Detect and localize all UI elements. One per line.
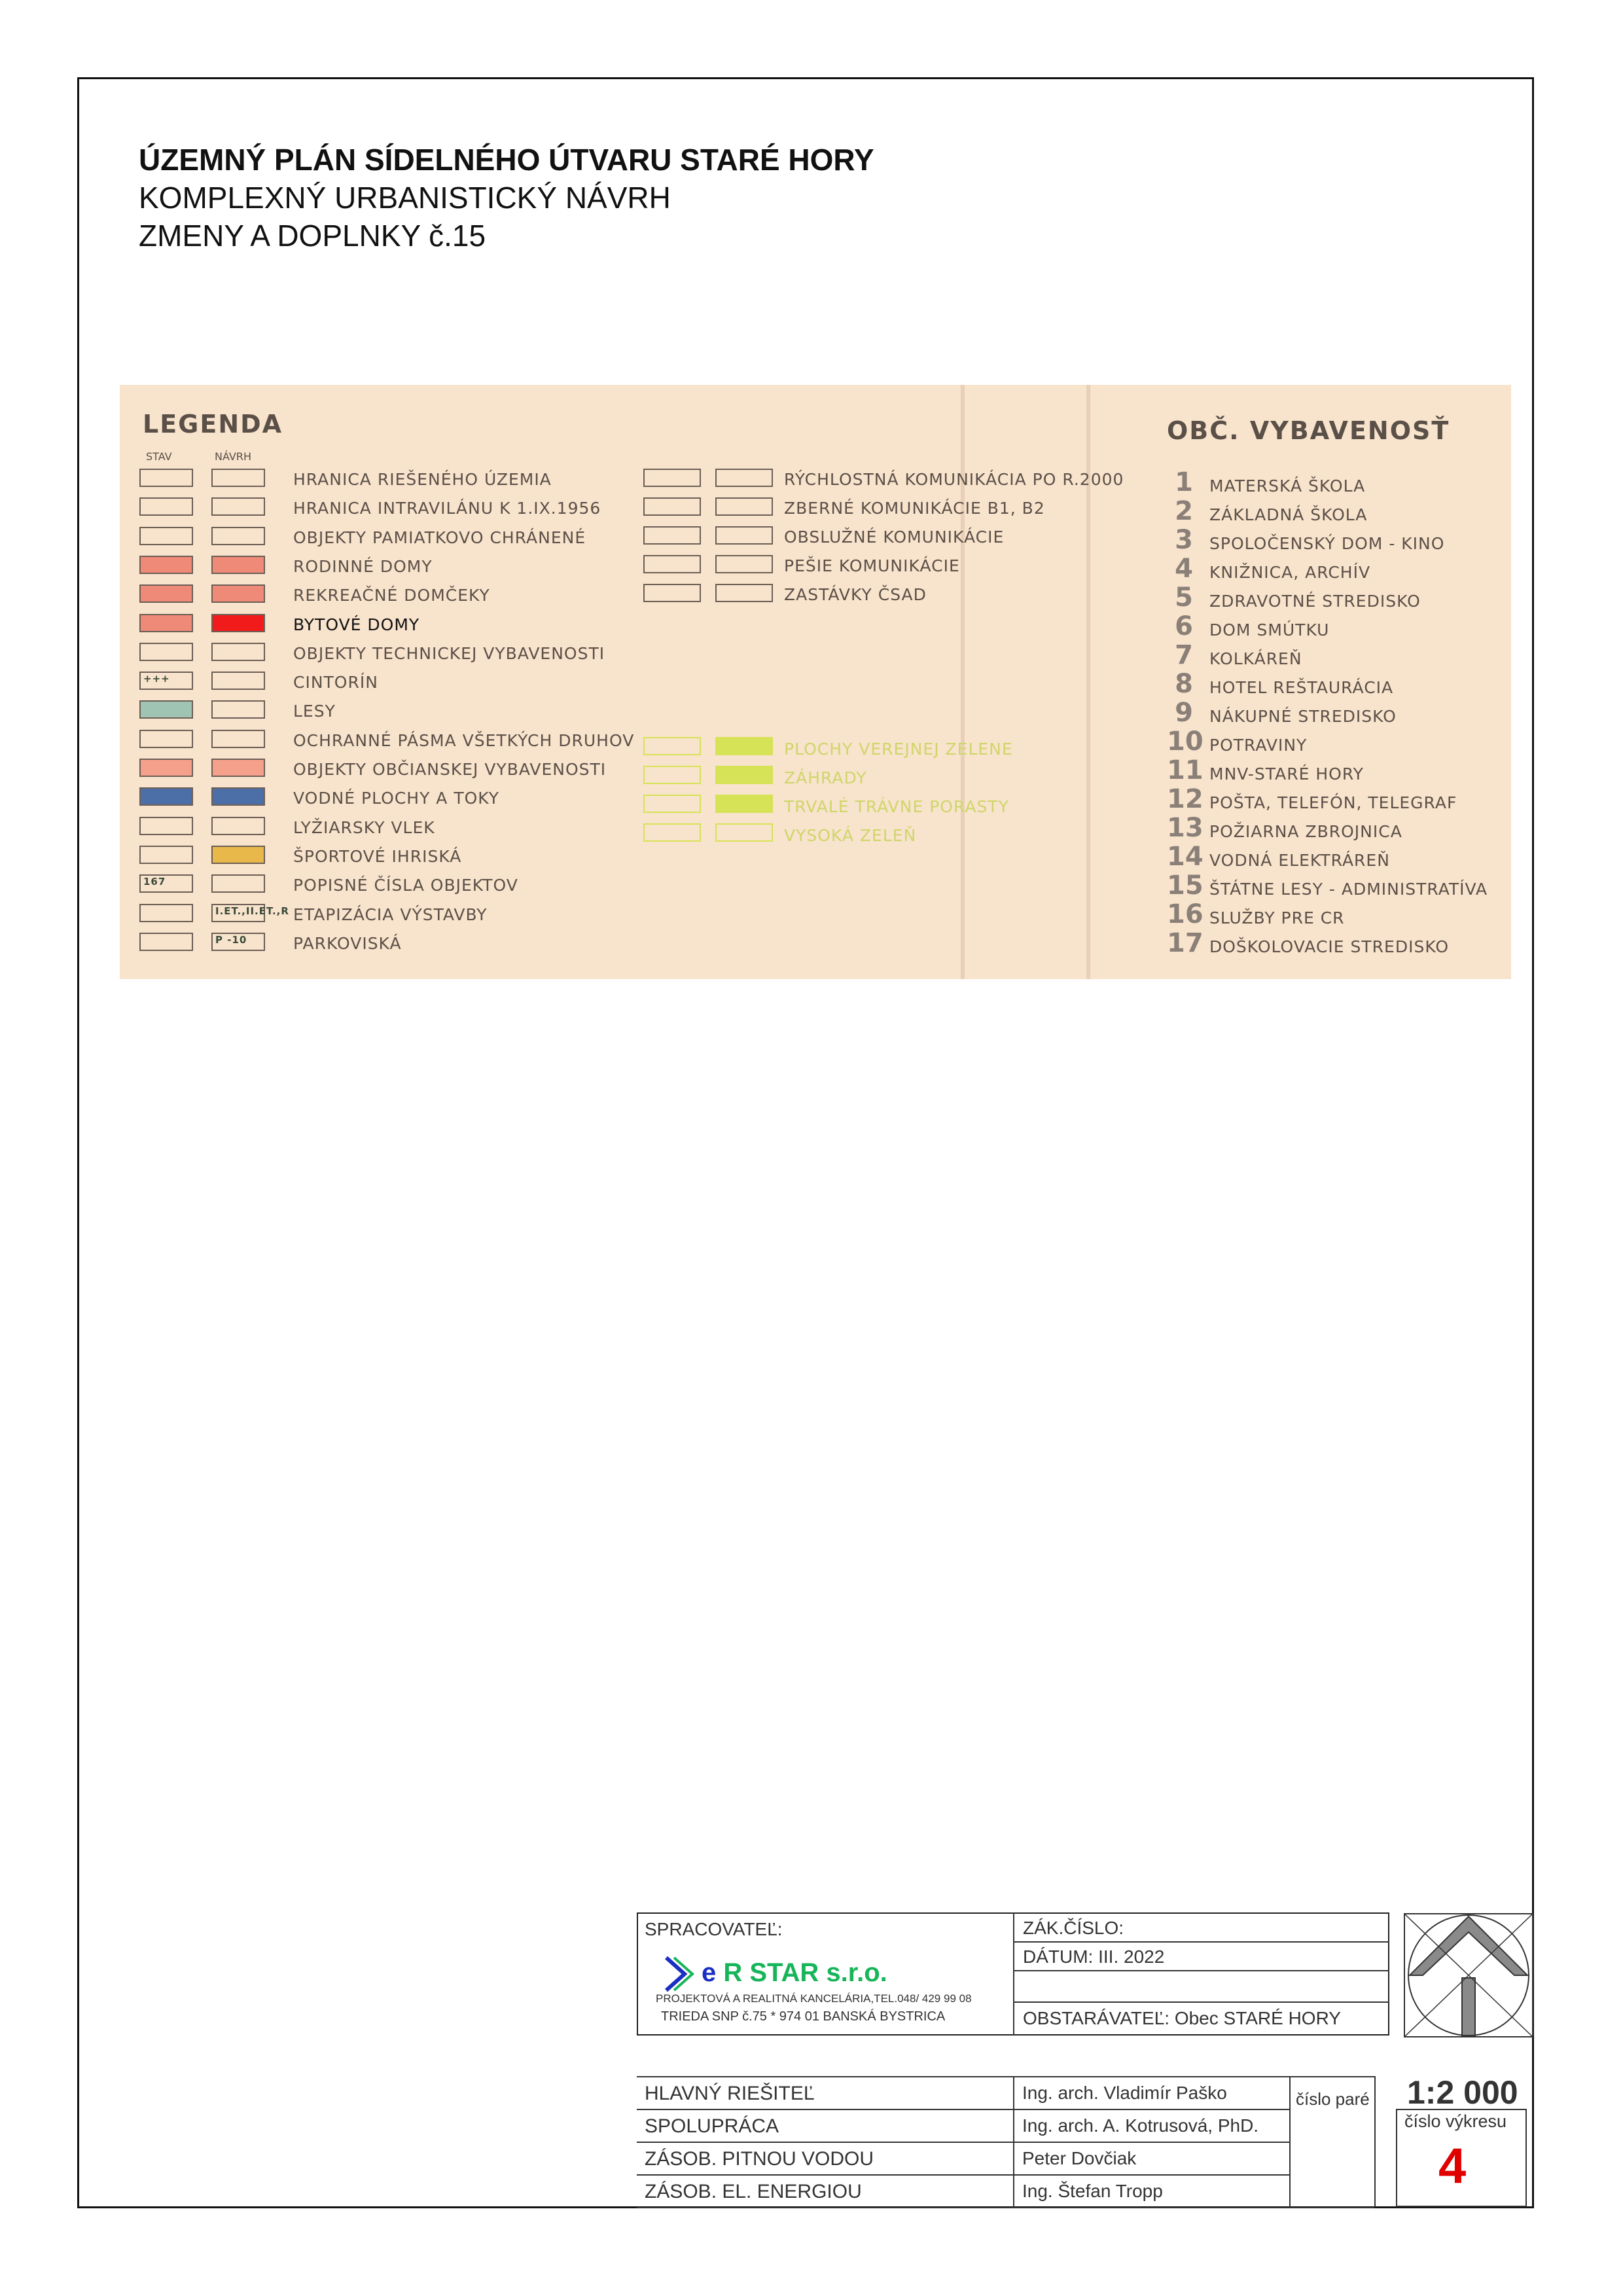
legend-row [139,643,663,664]
legend-symbol-navrh [715,497,773,516]
row-divider [637,2109,1289,2110]
legend-label: OBJEKTY OBČIANSKEJ VYBAVENOSTI [293,760,607,779]
legend-label: PEŠIE KOMUNIKÁCIE [784,556,960,575]
legend-symbol-navrh [211,846,265,864]
legend-label: TRVALÉ TRÁVNE PORASTY [784,797,1009,816]
legend-symbol-navrh [211,730,265,748]
legend-row [643,766,1232,787]
amenity-number: 3 [1175,525,1193,555]
row-divider [637,2174,1289,2176]
legend-row [643,795,1232,816]
legend-label: HRANICA INTRAVILÁNU K 1.IX.1956 [293,499,601,518]
amenity-item [1167,496,1507,526]
document-subtitle-2: ZMENY A DOPLNKY č.15 [139,219,486,253]
amenity-number: 12 [1167,784,1204,814]
column-divider [1013,2076,1014,2207]
legend-row [139,700,663,721]
legend-label: REKREAČNÉ DOMČEKY [293,586,490,605]
legend-symbol-navrh [715,584,773,602]
row-divider [637,2142,1289,2143]
legend-symbol-stav [139,469,193,487]
legend-symbol-stav [643,497,701,516]
legend-symbol-stav [643,526,701,545]
amenity-item [1167,525,1507,555]
legend-row [139,672,663,692]
amenity-item [1167,669,1507,699]
chevron-logo-icon [661,1954,702,1994]
legend-row [643,823,1232,844]
amenity-number: 10 [1167,726,1204,757]
amenity-label: POŽIARNA ZBROJNICA [1209,822,1402,841]
company-logo [661,1954,702,1998]
legend-row [139,787,663,808]
legend-label: CINTORÍN [293,673,378,692]
amenity-item [1167,784,1507,814]
legend-label: OBSLUŽNÉ KOMUNIKÁCIE [784,528,1005,547]
legend-symbol-text: I.ET.,II.ET.,R [215,905,289,917]
legend-title: LEGENDA [143,410,283,439]
amenity-item [1167,585,1507,611]
legend-row [643,555,1232,576]
legend-label: PARKOVISKÁ [293,933,402,953]
legend-label: ZBERNÉ KOMUNIKÁCIE B1, B2 [784,499,1045,518]
legend-symbol-stav [139,497,193,516]
legend-label: PLOCHY VEREJNEJ ZELENE [784,740,1013,759]
legend-symbol-navrh [211,614,265,632]
amenity-item [1167,700,1507,726]
legend-label: OBJEKTY TECHNICKEJ VYBAVENOSTI [293,643,605,663]
amenity-number: 17 [1167,928,1204,958]
obstaravatel-label: OBSTARÁVATEĽ: Obec STARÉ HORY [1023,2008,1341,2028]
scale: 1:2 000 [1407,2074,1518,2111]
zak-cislo-label: ZÁK.ČÍSLO: [1023,1918,1124,1938]
legend-symbol-navrh [211,497,265,516]
legend-label: ETAPIZÁCIA VÝSTAVBY [293,905,488,924]
amenity-label: ZDRAVOTNÉ STREDISKO [1209,592,1421,611]
amenity-item [1167,755,1507,785]
datum-label: DÁTUM: III. 2022 [1023,1946,1165,1967]
legend-symbol-navrh [211,787,265,806]
amenity-item [1167,899,1507,929]
legend-symbol-navrh [211,584,265,603]
legend-symbol-navrh [211,556,265,574]
legend-row [643,497,1232,518]
drawing-number-label: číslo výkresu [1404,2111,1507,2131]
amenities-title: OBČ. VYBAVENOSŤ [1167,416,1450,445]
amenity-item [1167,640,1507,670]
legend-symbol-stav [139,759,193,777]
amenity-item [1167,813,1507,843]
legend-row [643,584,1232,605]
legend-symbol-navrh [211,672,265,690]
amenity-label: DOM SMÚTKU [1209,620,1330,639]
legend-symbol-navrh [715,795,773,813]
cislo-pare-label: číslo paré [1296,2089,1370,2109]
amenity-item [1167,726,1507,757]
legend-label: RÝCHLOSTNÁ KOMUNIKÁCIA PO R.2000 [784,470,1124,489]
amenity-label: SLUŽBY PRE CR [1209,908,1345,927]
team-role: ZÁSOB. EL. ENERGIOU [645,2181,862,2202]
legend-label: RODINNÉ DOMY [293,556,433,576]
amenity-number: 8 [1175,669,1193,699]
legend-label: LYŽIARSKY VLEK [293,817,435,837]
legend-label: VODNÉ PLOCHY A TOKY [293,789,500,808]
legend-symbol-stav [139,527,193,545]
legend-symbol-stav [139,933,193,951]
amenity-number: 5 [1175,583,1193,613]
amenity-label: POŠTA, TELEFÓN, TELEGRAF [1209,793,1457,812]
legend-label: LESY [293,702,336,721]
team-role: SPOLUPRÁCA [645,2115,779,2137]
legend-label: BYTOVÉ DOMY [293,615,420,634]
amenity-item [1167,611,1507,641]
team-name: Ing. Štefan Tropp [1022,2181,1163,2201]
amenity-label: VODNÁ ELEKTRÁREŇ [1209,851,1390,870]
document-title: ÚZEMNÝ PLÁN SÍDELNÉHO ÚTVARU STARÉ HORY [139,143,874,177]
company-line-1: PROJEKTOVÁ A REALITNÁ KANCELÁRIA,TEL.048/ 429 99 08 [656,1992,972,2005]
legend-row [139,874,663,895]
document-header [139,141,874,255]
legend-symbol-navrh [715,823,773,842]
legend-symbol-navrh [715,555,773,573]
amenity-item [1167,928,1507,958]
legend-symbol-text: +++ [143,673,170,685]
row-divider [637,2207,1289,2208]
legend-symbol-stav [139,904,193,922]
legend-row [139,817,663,838]
legend-symbol-navrh [211,527,265,545]
document-subtitle-1: KOMPLEXNÝ URBANISTICKÝ NÁVRH [139,181,671,215]
legend-symbol-stav [139,584,193,603]
amenity-number: 7 [1175,640,1193,670]
legend-symbol-navrh [211,874,265,893]
legend-symbol-stav [139,700,193,719]
row-divider [637,2076,1289,2077]
legend-symbol-text: 167 [143,876,166,888]
legend-symbol-stav [139,730,193,748]
column-stav: STAV [146,450,172,463]
amenity-number: 2 [1175,496,1193,526]
legend-label: ŠPORTOVÉ IHRISKÁ [293,846,462,866]
legend-label: POPISNÉ ČÍSLA OBJEKTOV [293,876,518,895]
legend-symbol-stav [139,643,193,661]
team-name: Peter Dovčiak [1022,2148,1137,2168]
amenity-item [1167,556,1507,583]
legend-row [139,730,663,751]
company-line-2: TRIEDA SNP č.75 * 974 01 BANSKÁ BYSTRICA [661,2009,946,2024]
amenity-number: 1 [1175,467,1193,497]
legend-row [139,614,663,635]
amenity-label: KOLKÁREŇ [1209,649,1302,668]
amenity-label: SPOLOČENSKÝ DOM - KINO [1209,534,1445,553]
legend-symbol-navrh [715,469,773,487]
amenity-number: 13 [1167,813,1204,843]
legend-symbol-navrh [715,737,773,755]
legend-label: OBJEKTY PAMIATKOVO CHRÁNENÉ [293,528,586,547]
legend-symbol-stav [643,555,701,573]
amenity-item [1167,844,1507,870]
legend-row [643,526,1232,547]
amenity-number: 14 [1167,842,1204,872]
team-name: Ing. arch. Vladimír Paško [1022,2083,1227,2103]
legend-scan [120,385,1511,979]
legend-symbol-stav [139,846,193,864]
legend-symbol-navrh [211,643,265,661]
legend-symbol-text: P -10 [215,933,247,946]
amenity-label: ŠTÁTNE LESY - ADMINISTRATÍVA [1209,880,1488,899]
spracovatel-label: SPRACOVATEĽ: [645,1919,783,1939]
north-arrow [1403,1912,1534,2038]
legend-symbol-navrh [715,766,773,784]
team-role: ZÁSOB. PITNOU VODOU [645,2148,874,2170]
legend-symbol-stav [139,614,193,632]
team-name: Ing. arch. A. Kotrusová, PhD. [1022,2115,1259,2136]
legend-symbol-navrh [211,700,265,719]
legend-row [139,556,663,577]
legend-label: HRANICA RIEŠENÉHO ÚZEMIA [293,470,552,489]
amenity-label: NÁKUPNÉ STREDISKO [1209,707,1397,726]
amenity-item [1167,870,1507,901]
north-arrow-icon [1403,1912,1534,2038]
legend-symbol-navrh [211,817,265,835]
legend-symbol-stav [643,795,701,813]
legend-row [139,469,663,490]
legend-symbol-stav [139,787,193,806]
amenity-item [1167,467,1507,497]
legend-row [643,737,1232,758]
legend-symbol-stav [643,823,701,842]
amenity-number: 11 [1167,755,1204,785]
legend-symbol-stav [643,737,701,755]
team-role: HLAVNÝ RIEŠITEĽ [645,2083,815,2104]
amenity-number: 6 [1175,611,1193,641]
legend-symbol-navrh [715,526,773,545]
legend-symbol-navrh [211,759,265,777]
legend-row [139,759,663,780]
company-name: e R STAR s.r.o. [702,1958,887,1987]
legend-label: ZÁHRADY [784,768,867,787]
amenity-label: DOŠKOLOVACIE STREDISKO [1209,937,1450,956]
legend-symbol-stav [139,817,193,835]
amenity-label: MATERSKÁ ŠKOLA [1209,476,1366,495]
legend-row [139,527,663,548]
legend-symbol-stav [643,766,701,784]
legend-row [139,846,663,867]
legend-symbol-stav [139,556,193,574]
amenity-label: ZÁKLADNÁ ŠKOLA [1209,505,1368,524]
legend-label: OCHRANNÉ PÁSMA VŠETKÝCH DRUHOV [293,730,635,750]
amenity-number: 16 [1167,899,1204,929]
legend-symbol-stav [643,469,701,487]
legend-row [139,497,663,518]
amenity-label: MNV-STARÉ HORY [1209,764,1364,783]
legend-label: ZASTÁVKY ČSAD [784,585,927,604]
amenity-label: POTRAVINY [1209,736,1308,755]
amenity-number: 9 [1175,698,1193,728]
legend-symbol-stav [643,584,701,602]
drawing-number: 4 [1438,2138,1467,2194]
amenity-number: 15 [1167,870,1204,901]
amenity-label: KNIŽNICA, ARCHÍV [1209,563,1371,582]
column-navrh: NÁVRH [215,450,251,463]
amenity-number: 4 [1175,554,1193,584]
amenity-label: HOTEL REŠTAURÁCIA [1209,678,1394,697]
legend-symbol-navrh [211,469,265,487]
legend-row [139,584,663,605]
legend-row [643,469,1232,490]
legend-label: VYSOKÁ ZELEŇ [784,826,917,845]
